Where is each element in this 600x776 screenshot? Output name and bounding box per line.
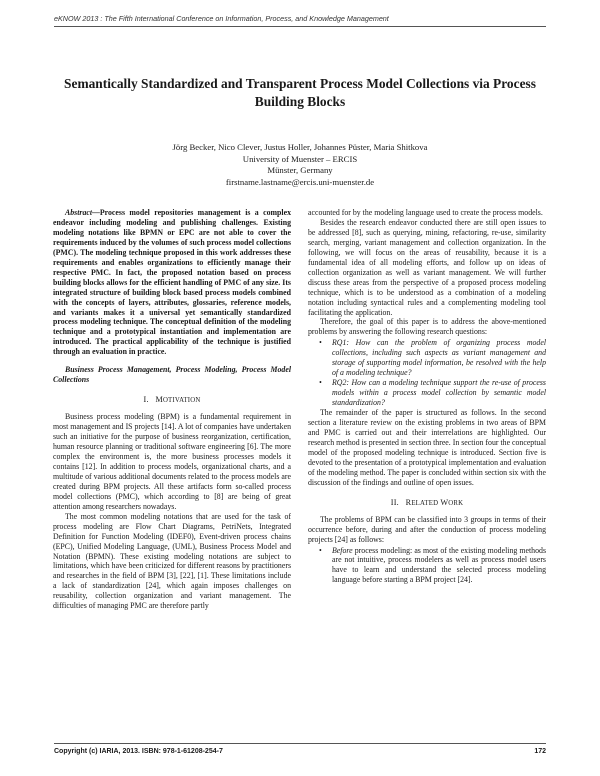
list-item: • RQ2: How can a modeling technique support the re-use of process models within a process model collection by semantic model standardization?: [319, 378, 546, 408]
bullet-icon: •: [319, 338, 322, 348]
section-heading-motivation: I. MOTIVATION: [143, 395, 201, 405]
author-email: firstname.lastname@ercis.uni-muenster.de: [225, 177, 375, 188]
paragraph: The remainder of the paper is structured as follows. In the second section a literature review on the existing problems in two areas of BPM and PMC is carried out and their interrelations are highlighted. Our research method is presented in section three. In section four the conceptual model of the proposed modeling technique is introduced. Section five is devoted to the presentation of a prototypical implementation and evaluation of the modeling method. The paper is concluded within section six with the discussion of the findings and outline of open issues.: [308, 408, 546, 487]
bpm-problem-list: [308, 546, 546, 586]
section-heading-related-work: II. RELATED WORK: [390, 497, 464, 507]
research-questions: [308, 338, 546, 408]
header-divider: [54, 26, 546, 27]
author-affiliation: University of Muenster – ERCIS: [242, 153, 358, 164]
paragraph: accounted for by the modeling language used to create the process models.: [308, 208, 543, 217]
bullet-icon: •: [319, 545, 322, 555]
abstract: [53, 208, 291, 357]
paragraph: The problems of BPM can be classified into 3 groups in terms of their occurrence before, during and after the conduction of process modeling projects [24] as follows:: [308, 514, 546, 544]
bullet-icon: •: [319, 378, 322, 388]
paragraph: Therefore, the goal of this paper is to address the above-mentioned problems by answering the following research questions:: [308, 317, 546, 337]
paragraph: Business process modeling (BPM) is a fundamental requirement in most management and IS projects [14]. A lot of companies have undertaken such an initiative for the purpose of business reorganization, certification, human resource planning or traditional software engineering [6]. The more complex the environment is, the more business processes models it contains [12]. In addition to process models, organizational charts, and a multitude of various additional documents related to the process models are created during BPM projects. All these artifacts form so-called process model collections (PMC), which according to [8] are being of great attention among researchers nowadays.: [53, 412, 291, 511]
paragraph: The most common modeling notations that are used for the task of process modeling are Flow Chart Diagrams, PetriNets, Integrated Definition for Function Modeling (IDEF0), Event-driven process chains (EPC), Unified Modeling Language, (UML), Business Process Model and Notation (BPMN). These existing modeling notations are subject to limitations, which have been criticized for different reasons by practitioners and researches in the field of BPM [3], [22], [1]. These limitations include a lack of standardization [24], which again imposes challenges on reusability, collection organization and variant management. The difficulties of managing PMC are therefore partly: [53, 511, 291, 611]
copyright-isbn: Copyright (c) IARIA, 2013. ISBN: 978-1-61208-254-7: [54, 748, 223, 755]
page-number: 172: [534, 748, 546, 755]
paper-title: Semantically Standardized and Transparent Process Model Collections via Process Building Blocks: [64, 76, 536, 109]
list-item: • Before process modeling: as most of the existing modeling methods are not intuitive, process modelers as well as process model users have to learn and understand the selected process modeling language before starting a BPM project [24].: [319, 545, 546, 585]
abstract-lead: Abstract: [65, 208, 93, 217]
conference-header: eKNOW 2013 : The Fifth International Conference on Information, Process, and Knowledge Management: [54, 14, 389, 23]
author-block: [54, 142, 546, 189]
right-column: [308, 208, 546, 585]
index-terms: Business Process Management, Process Modeling, Process Model Collections: [53, 365, 291, 385]
author-names: Jörg Becker, Nico Clever, Justus Holler, Johannes Püster, Maria Shitkova: [172, 142, 428, 152]
author-location: Münster, Germany: [267, 165, 333, 176]
list-item: • RQ1: How can the problem of organizing process model collections, including such aspects as variant management and storage of supporting model information, be resolved with the help of a modeling technique?: [319, 338, 546, 378]
footer-divider: [54, 743, 546, 744]
paragraph: Besides the research endeavor conducted there are still open issues to be addressed [8], such as querying, mining, refactoring, re-use, similarity search, merging, variant management and collection organization. In the following, we will focus on the areas of reusability, because it is a fundamental idea of all modeling efforts, and follow up on ideas of collection organization as well as variant management. We will further discuss these areas from the perspective of a proposed process modeling technique, which is to be understood as a combination of a modeling notation including syntactical rules and a complementing modeling tool facilitating the application.: [308, 217, 546, 317]
left-column: [53, 208, 291, 611]
abstract-text: —Process model repositories management is a complex endeavor including modeling and publishing challenges. Existing modeling notations like BPMN or EPC are not able to cover the requirements induced by the volumes of such process model collections (PMC). The modeling technique proposed in this work addresses these requirements and enables organizations to efficiently manage their respective PMC. In fact, the proposed notation based on process building blocks allows for the efficient handling of PMC of any size. Its integrated structure of building block based process models combined with the concepts of layers, attributes, glossaries, reference models, and variants makes it a universal yet semantically standardized process modeling technique. The conceptual definition of the modeling technique and a prototypical instantiation and implementation are introduced. The practical applicability of the technique is justified through an evaluation in practice.: [53, 208, 291, 357]
